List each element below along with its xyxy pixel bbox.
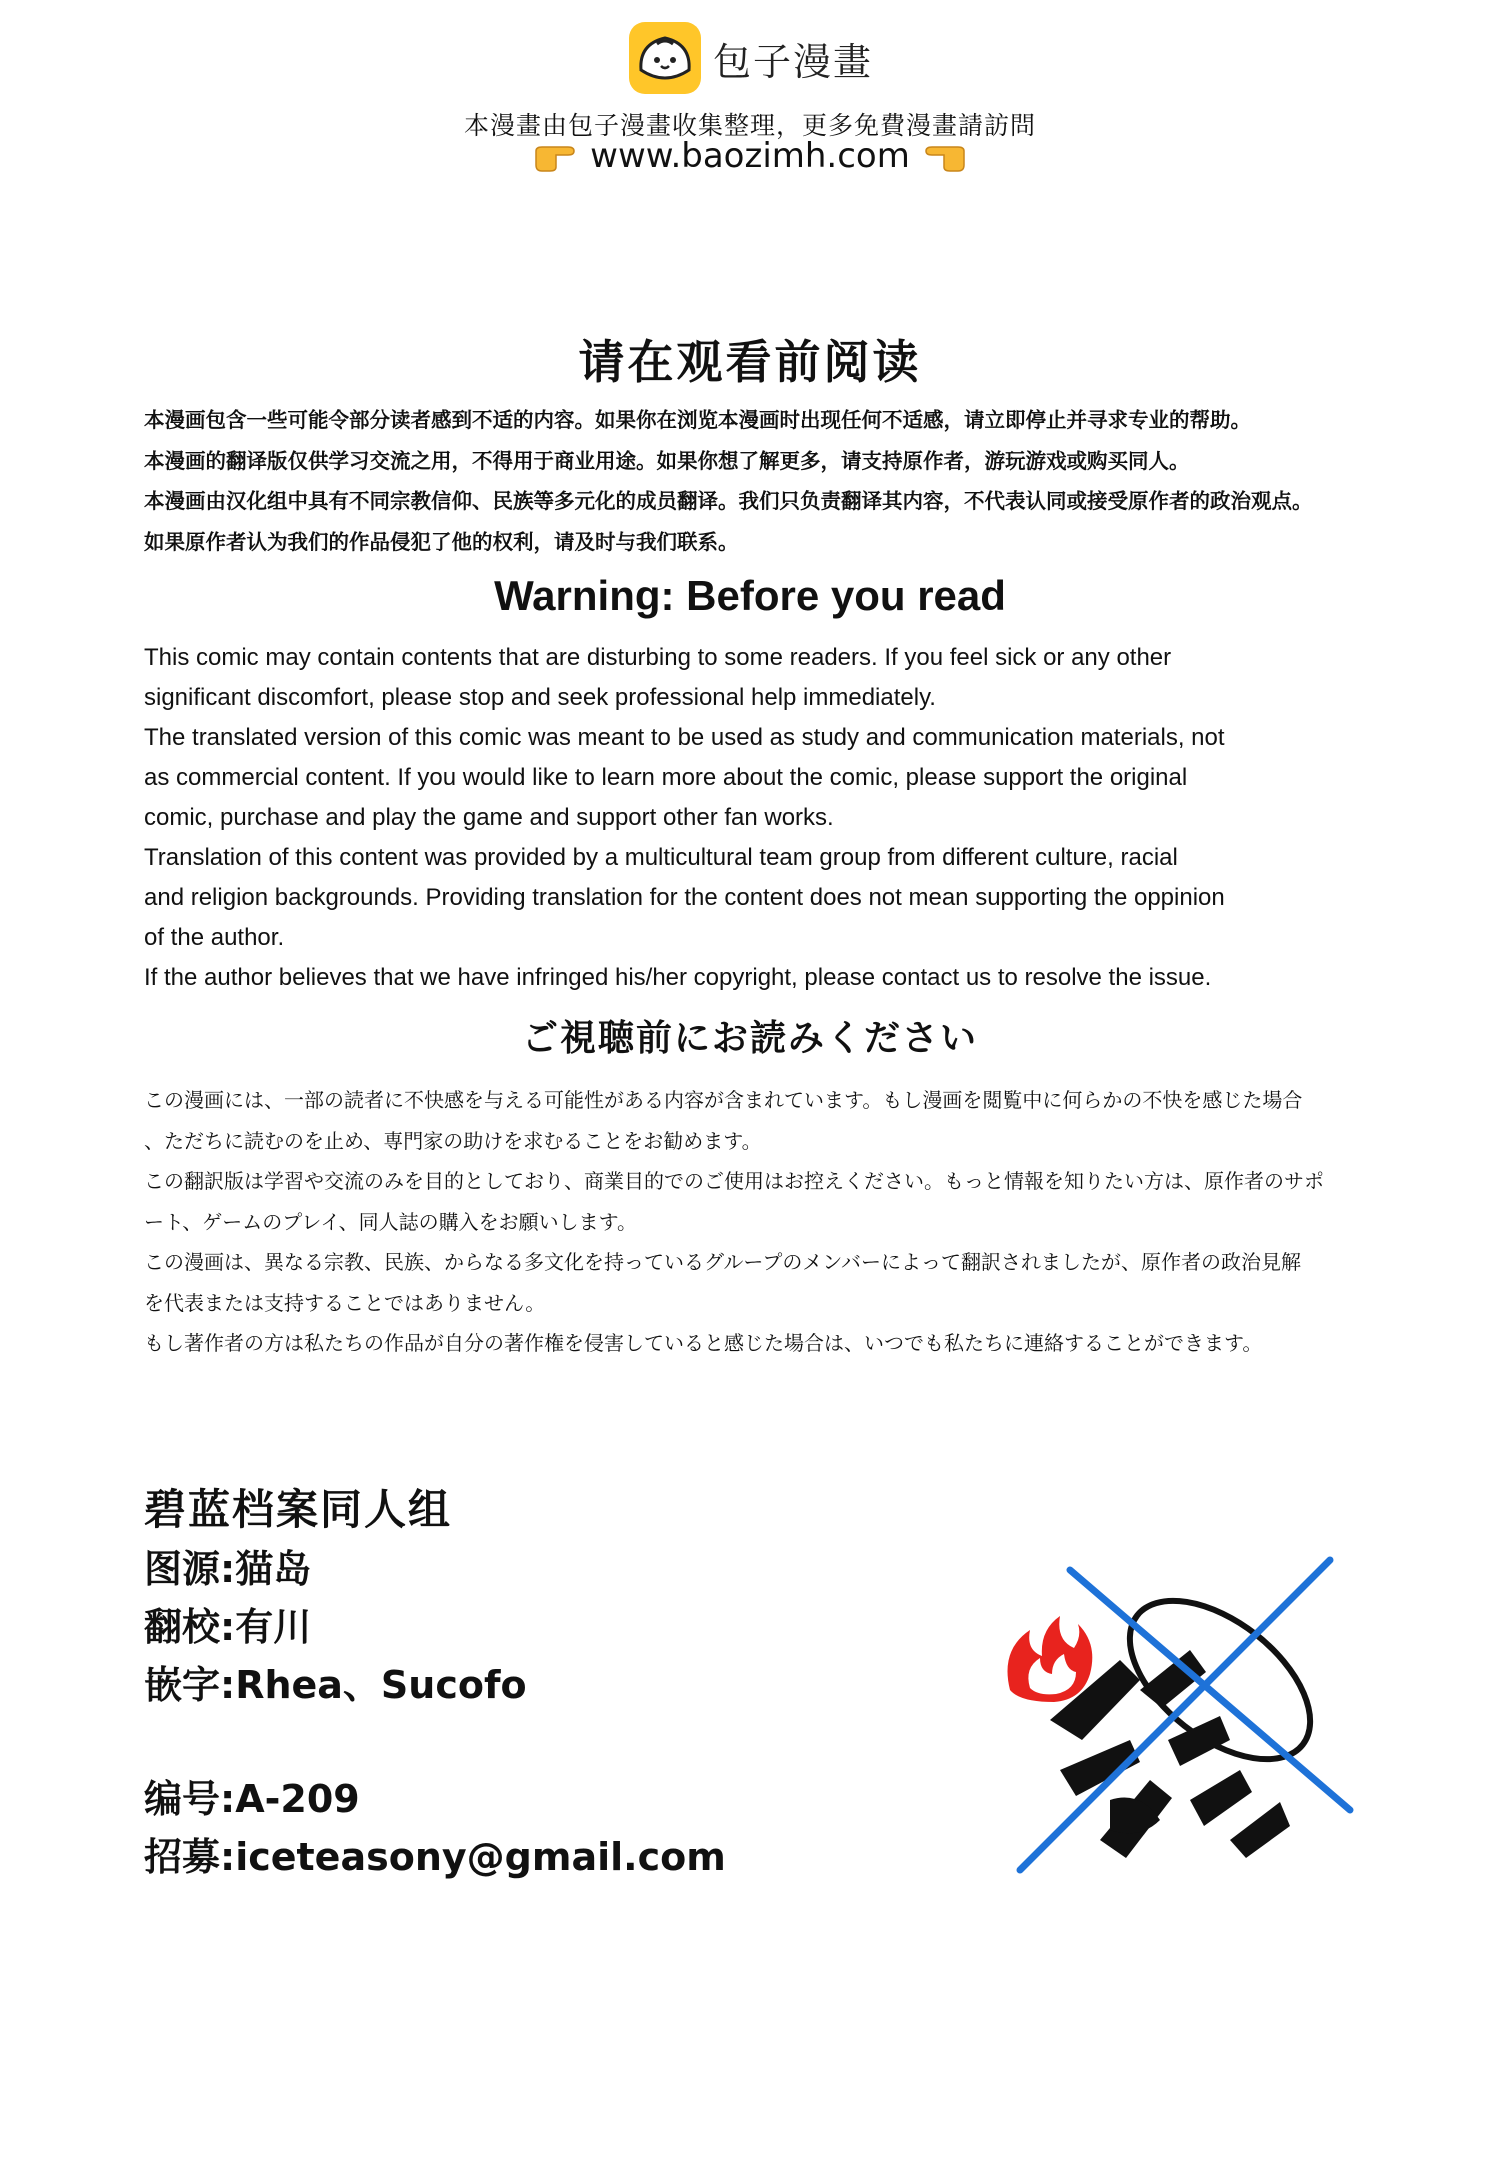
- credits-block: [144, 1480, 944, 1886]
- notice-jp-line: を代表または支持することではありません。: [144, 1290, 546, 1315]
- notice-en-line: as commercial content. If you would like to learn more about the comic, please support the original: [144, 764, 1188, 791]
- notice-en-line: This comic may contain contents that are disturbing to some readers. If you feel sick or any other: [144, 644, 1172, 671]
- notice-jp-line: ート、ゲームのプレイ、同人誌の購入をお願いします。: [144, 1209, 637, 1234]
- flame-icon: [1008, 1616, 1093, 1702]
- notice-cn-body: [144, 400, 1360, 562]
- credit-source: 图源:猫岛: [144, 1547, 312, 1591]
- group-emblem-icon: [990, 1540, 1370, 1900]
- header-note: 本漫畫由包子漫畫收集整理，更多免費漫畫請訪問: [463, 111, 1036, 140]
- notice-jp-heading: ご視聴前にお読みください: [521, 1018, 978, 1059]
- notice-en-body: [144, 638, 1360, 998]
- notice-en-line: If the author believes that we have infringed his/her copyright, please contact us to resolve the issue.: [144, 964, 1212, 991]
- notice-cn-heading: 请在观看前阅读: [578, 335, 922, 389]
- notice-cn-line: 如果原作者认为我们的作品侵犯了他的权利，请及时与我们联系。: [144, 529, 739, 554]
- notice-en-line: of the author.: [144, 924, 285, 951]
- notice-jp-body: [144, 1080, 1360, 1364]
- notice-en-line: The translated version of this comic was meant to be used as study and communication materials, not: [144, 724, 1225, 751]
- notice-en-line: significant discomfort, please stop and seek professional help immediately.: [144, 684, 936, 711]
- notice-jp-line: この漫画は、異なる宗教、民族、からなる多文化を持っているグループのメンバーによって翻訳されましたが、原作者の政治見解: [144, 1250, 1301, 1274]
- notice-jp-line: この翻訳版は学習や交流のみを目的としており、商業目的でのご使用はお控えください。もっと情報を知りたい方は、原作者のサポ: [144, 1169, 1324, 1193]
- pointing-left-hand-icon: [924, 139, 968, 173]
- notice-cn-line: 本漫画包含一些可能令部分读者感到不适的内容。如果你在浏览本漫画时出现任何不适感，请立即停止并寻求专业的帮助。: [144, 408, 1251, 432]
- notice-en-line: and religion backgrounds. Providing translation for the content does not mean supporting the oppinion: [144, 884, 1225, 911]
- credit-number: 编号:A-209: [144, 1777, 360, 1821]
- credit-translate: 翻校:有川: [144, 1605, 312, 1649]
- credit-recruit-email[interactable]: 招募:iceteasony@gmail.com: [144, 1835, 726, 1879]
- brand-name: 包子漫畫: [712, 39, 873, 84]
- bun-logo-icon: [627, 20, 703, 96]
- notice-jp-line: もし著作者の方は私たちの作品が自分の著作権を侵害していると感じた場合は、いつでも私たちに連絡することができます。: [144, 1331, 1263, 1355]
- notice-en-line: comic, purchase and play the game and support other fan works.: [144, 804, 834, 831]
- notice-cn-line: 本漫画的翻译版仅供学习交流之用，不得用于商业用途。如果你想了解更多，请支持原作者，游玩游戏或购买同人。: [144, 448, 1190, 473]
- notice-en-heading: Warning: Before you read: [494, 572, 1006, 619]
- credits-spacer: [144, 1714, 944, 1770]
- brand-row: [0, 20, 1500, 96]
- notice-jp-line: この漫画には、一部の読者に不快感を与える可能性がある内容が含まれています。もし漫画を閲覧中に何らかの不快を感じた場合: [144, 1088, 1303, 1112]
- pointing-right-hand-icon: [532, 139, 576, 173]
- notice-en-line: Translation of this content was provided by a multicultural team group from different culture, racial: [144, 844, 1178, 871]
- url-row: [0, 136, 1500, 176]
- site-header: [0, 0, 1500, 190]
- group-name: 碧蓝档案同人组: [144, 1485, 453, 1534]
- notice-cn-line: 本漫画由汉化组中具有不同宗教信仰、民族等多元化的成员翻译。我们只负责翻译其内容，不代表认同或接受原作者的政治观点。: [144, 489, 1313, 513]
- credit-typeset: 嵌字:Rhea、Sucofo: [144, 1663, 527, 1707]
- site-url-link[interactable]: www.baozimh.com: [590, 136, 910, 176]
- notice-jp-line: 、ただちに読むのを止め、専門家の助けを求むることをお勧めます。: [144, 1128, 762, 1153]
